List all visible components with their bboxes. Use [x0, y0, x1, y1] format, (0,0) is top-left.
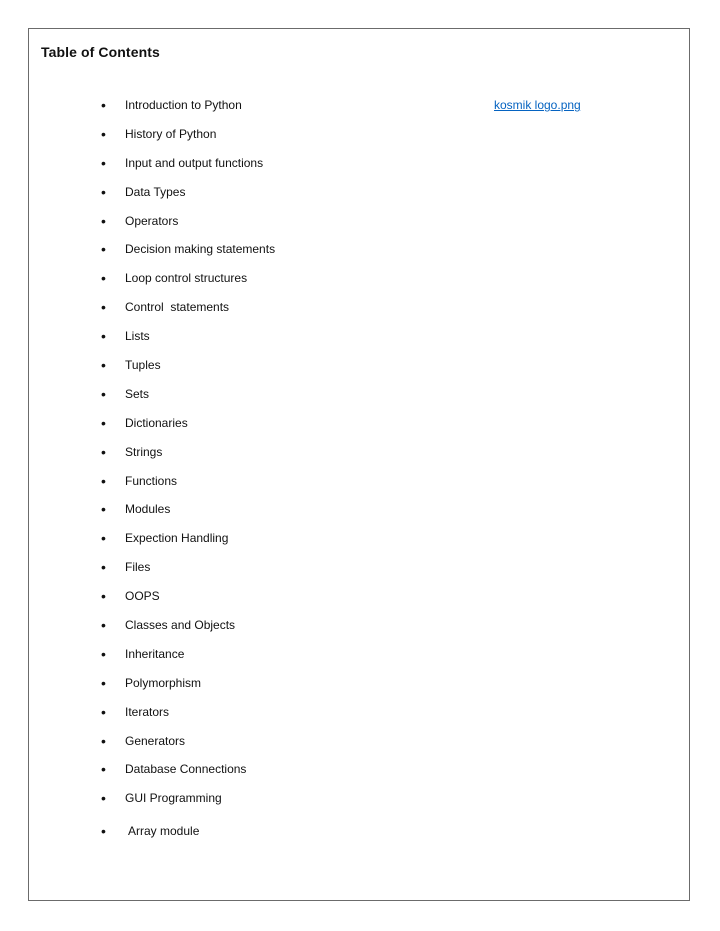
toc-item-label: Input and output functions [125, 155, 264, 170]
bullet-icon: • [101, 385, 106, 402]
toc-item-label: Iterators [125, 704, 170, 719]
toc-item-label: Tuples [125, 358, 161, 373]
bullet-icon: • [101, 154, 106, 171]
toc-item-label: History of Python [125, 126, 217, 141]
toc-item-label: Data Types [125, 184, 186, 199]
bullet-icon: • [101, 357, 106, 374]
toc-item-label: Decision making statements [125, 242, 276, 257]
bullet-icon: • [101, 674, 106, 691]
toc-item-label: Functions [125, 473, 178, 488]
bullet-icon: • [101, 617, 106, 634]
bullet-icon: • [101, 790, 106, 807]
bullet-icon: • [101, 183, 106, 200]
bullet-icon: • [101, 125, 106, 142]
image-link[interactable]: kosmik logo.png [494, 98, 581, 112]
bullet-icon: • [101, 414, 106, 431]
toc-item-label: Database Connections [125, 762, 247, 777]
toc-item-label: Expection Handling [125, 531, 229, 546]
toc-item-label: Inheritance [125, 646, 185, 661]
toc-item-label: Classes and Objects [125, 618, 236, 633]
bullet-icon: • [101, 645, 106, 662]
bullet-icon: • [101, 823, 106, 840]
toc-item-label: GUI Programming [125, 791, 222, 806]
bullet-icon: • [101, 530, 106, 547]
toc-item-label: Operators [125, 213, 179, 228]
page-title: Table of Contents [41, 44, 160, 60]
bullet-icon: • [101, 761, 106, 778]
bullet-icon: • [101, 270, 106, 287]
toc-item-label: Sets [125, 386, 150, 401]
bullet-icon: • [101, 732, 106, 749]
toc-item-label: Array module [128, 824, 200, 839]
toc-item-label: Modules [125, 502, 171, 517]
bullet-icon: • [101, 443, 106, 460]
bullet-icon: • [101, 328, 106, 345]
bullet-icon: • [101, 299, 106, 316]
toc-item-label: OOPS [125, 589, 160, 604]
bullet-icon: • [101, 559, 106, 576]
bullet-icon: • [101, 501, 106, 518]
toc-item-label: Introduction to Python [125, 98, 242, 112]
bullet-icon: • [101, 703, 106, 720]
bullet-icon: • [101, 212, 106, 229]
bullet-icon: • [101, 241, 106, 258]
bullet-icon: • [101, 472, 106, 489]
bullet-icon: • [101, 588, 106, 605]
toc-item-label: Loop control structures [125, 271, 248, 286]
toc-item-label: Lists [125, 329, 150, 344]
toc-item-label: Generators [125, 733, 186, 748]
toc-item-label: Dictionaries [125, 415, 188, 430]
toc-item-label: Files [125, 560, 151, 575]
toc-item-label: Control statements [125, 300, 230, 315]
toc-item-label: Polymorphism [125, 675, 202, 690]
toc-item-label: Strings [125, 444, 163, 459]
bullet-icon: • [101, 97, 106, 113]
